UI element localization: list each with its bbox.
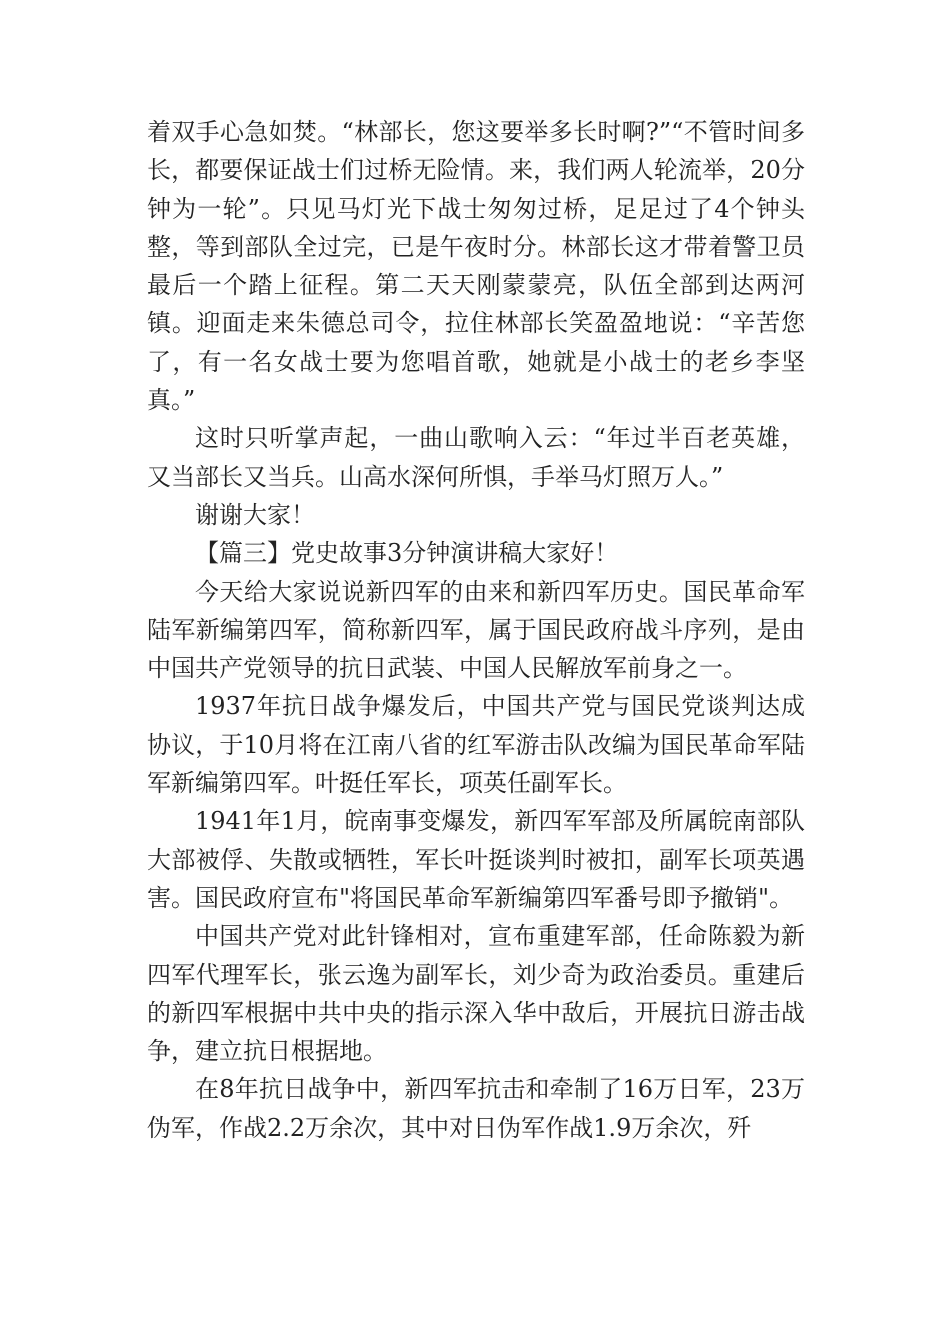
- paragraph-intro-new-fourth-army: 今天给大家说说新四军的由来和新四军历史。国民革命军陆军新编第四军，简称新四军，属于国民政府战斗序列，是由中国共产党领导的抗日武装、中国人民解放军前身之一。: [147, 577, 805, 683]
- paragraph-thanks: 谢谢大家！: [195, 500, 315, 529]
- section-heading-part-three: 【篇三】党史故事3分钟演讲稿大家好！: [195, 539, 619, 568]
- paragraph-rebuild: 中国共产党对此针锋相对，宣布重建军部，任命陈毅为新四军代理军长，张云逸为副军长，刘少奇为政治委员。重建后的新四军根据中共中央的指示深入华中敌后，开展抗日游击战争，建立抗日根据地。: [147, 922, 805, 1066]
- paragraph-1937: 1937年抗日战争爆发后，中国共产党与国民党谈判达成协议，于10月将在江南八省的红军游击队改编为国民革命军陆军新编第四军。叶挺任军长，项英任副军长。: [147, 692, 805, 798]
- paragraph-eight-years: 在8年抗日战争中，新四军抗击和牵制了16万日军，23万伪军，作战2.2万余次，其中对日伪军作战1.9万余次，歼: [147, 1075, 805, 1142]
- paragraph-1941: 1941年1月，皖南事变爆发，新四军军部及所属皖南部队大部被俘、失散或牺牲，军长叶挺谈判时被扣，副军长项英遇害。国民政府宣布"将国民革命军新编第四军番号即予撤销"。: [147, 807, 805, 912]
- paragraph-song: 这时只听掌声起，一曲山歌响入云：“年过半百老英雄，又当部长又当兵。山高水深何所惧，手举马灯照万人。”: [147, 424, 805, 491]
- document-body: [147, 113, 805, 1147]
- paragraph-continuation: 着双手心急如焚。“林部长，您这要举多长时啊?”“不管时间多长，都要保证战士们过桥无险情。来，我们两人轮流举，20分钟为一轮”。只见马灯光下战士匆匆过桥，足足过了4个钟头整，等到部队全过完，已是午夜时分。林部长这才带着警卫员最后一个踏上征程。第二天天刚蒙蒙亮，队伍全部到达两河镇。迎面走来朱德总司令，拉住林部长笑盈盈地说：“辛苦您了，有一名女战士要为您唱首歌，她就是小战士的老乡李坚真。”: [147, 118, 805, 415]
